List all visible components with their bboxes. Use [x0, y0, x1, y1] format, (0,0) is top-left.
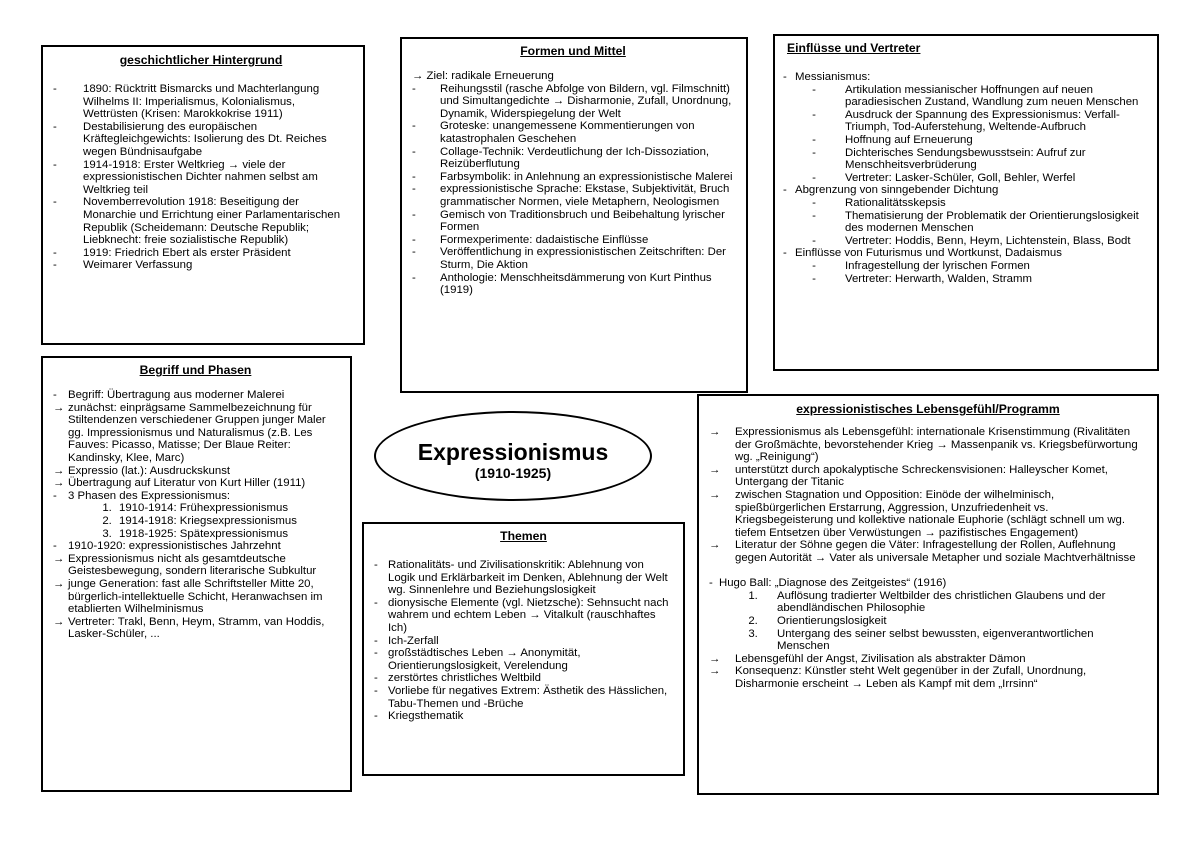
list-item: - Destabilisierung des europäischen Kräftegleichgewichts: Isolierung des Dt. Reiches wegen Bündnisaufgabe — [53, 120, 327, 158]
list-item: → unterstützt durch apokalyptische Schreckensvisionen: Halleyscher Komet, Untergang der Titanic — [709, 463, 1108, 489]
diagnose-item: 3. Untergang des seiner selbst bewussten, eigenverantwortlichen Menschen — [761, 628, 1147, 653]
group-label: - Messianismus: — [783, 71, 871, 83]
phase-item: 3. 1918-1925: Spätexpressionismus — [115, 528, 338, 541]
list-item: - Ich-Zerfall — [374, 634, 439, 647]
list-item: - Begriff: Übertragung aus moderner Malerei — [53, 389, 285, 401]
list-item: - Vorliebe für negatives Extrem: Ästhetik des Hässlichen, Tabu-Themen und -Brüche — [374, 684, 668, 710]
list-item: - Groteske: unangemessene Kommentierungen von katastrophalen Geschehen — [412, 120, 695, 145]
group-label: - Einflüsse von Futurismus und Wortkunst, Dadaismus — [783, 247, 1062, 260]
list-item: → Vertreter: Trakl, Benn, Heym, Stramm, van Hoddis, Lasker-Schüler, ... — [53, 615, 325, 641]
list-item: - Rationalitäts- und Zivilisationskritik: Ablehnung von Logik und Erklärbarkeit im Denken, Ablehnung der Welt wg. Sinnenlehre und Beziehungslosigkeit — [374, 559, 668, 597]
diagnose-item: 2. Orientierungslosigkeit — [761, 615, 1147, 628]
list-item: - 3 Phasen des Expressionismus: — [53, 489, 231, 502]
list-item: - Thematisierung der Problematik der Orientierungslosigkeit des modernen Menschen — [812, 209, 1139, 235]
list-item: - Gemisch von Traditionsbruch und Beibehaltung lyrischer Formen — [412, 208, 725, 234]
list-item: - großstädtisches Leben → Anonymität, Orientierungslosigkeit, Verelendung — [374, 647, 581, 672]
main-dates: (1910-1925) — [474, 465, 552, 481]
list-item: → Expressionismus als Lebensgefühl: internationale Krisenstimmung (Rivalitäten der Großmächte, bevorstehender Krieg → Massenpanik vs. Kriegsbefürwortung wg. „Reinigung“) — [709, 426, 1138, 464]
list-item: - 1910-1920: expressionistisches Jahrzehnt — [53, 540, 281, 553]
box-formen-und-mittel — [400, 37, 748, 393]
list-item: - Rationalitätsskepsis — [812, 196, 946, 209]
list-item: → Literatur der Söhne gegen die Väter: Infragestellung der Rollen, Auflehnung gegen Autorität → Vater als universale Metapher und soziale Machtverhältnisse — [709, 539, 1136, 564]
box-begriff-und-phasen — [41, 356, 352, 792]
list-item: - Reihungsstil (rasche Abfolge von Bildern, vgl. Filmschnitt) und Simultangedichte → Disharmonie, Zufall, Unordnung, Dynamik, Widerspiegelung der Welt — [412, 82, 732, 120]
list-item: - Infragestellung der lyrischen Formen — [812, 259, 1030, 272]
list-intro: → Ziel: radikale Erneuerung — [412, 70, 554, 82]
box-geschichtlicher-hintergrund — [41, 45, 365, 345]
list-item: - Vertreter: Hoddis, Benn, Heym, Lichtenstein, Blass, Bodt — [812, 234, 1131, 247]
diagnose-item: 1. Auflösung tradierter Weltbilder des christlichen Glaubens und der abendländischen Philosophie — [761, 590, 1147, 615]
list-item: - Anthologie: Menschheitsdämmerung von Kurt Pinthus (1919) — [412, 271, 712, 297]
list-item: - Vertreter: Herwarth, Walden, Stramm — [812, 272, 1032, 285]
phase-item: 1. 1910-1914: Frühexpressionismus — [115, 502, 338, 515]
list-item: - Dichterisches Sendungsbewusstsein: Aufruf zur Menschheitsverbrüderung — [812, 146, 1086, 172]
main-title: Expressionismus — [417, 439, 609, 465]
box-title: Themen — [500, 529, 547, 543]
list-item: → zunächst: einprägsame Sammelbezeichnung für Stiltendenzen verschiedener Gruppen junger Maler gg. Impressionismus und Naturalismus (z.B. Les Fauves: Picasso, Matisse; Der Blaue Reiter: Kandinsky, Klee, Marc) — [53, 401, 326, 464]
list-item: - Kriegsthematik — [374, 710, 464, 723]
list-item: - Vertreter: Lasker-Schüler, Goll, Behler, Werfel — [812, 171, 1076, 184]
list-item: - Farbsymbolik: in Anlehnung an expressionistische Malerei — [412, 170, 733, 183]
list-item: - Artikulation messianischer Hoffnungen auf neuen paradiesischen Zustand, Wandlung zum neuen Menschen — [812, 83, 1139, 109]
box-einfluesse-und-vertreter — [773, 34, 1159, 371]
box-themen — [362, 522, 685, 776]
ball-diagnose-list — [709, 590, 1147, 653]
list-item: - Hugo Ball: „Diagnose des Zeitgeistes“ (1916) — [709, 577, 947, 590]
list-item: - Formexperimente: dadaistische Einflüsse — [412, 233, 649, 246]
phase-item: 2. 1914-1918: Kriegsexpressionismus — [115, 515, 338, 528]
phases-list — [53, 502, 338, 540]
box-title: expressionistisches Lebensgefühl/Programm — [796, 402, 1060, 416]
list-item: - 1914-1918: Erster Weltkrieg → viele der expressionistischen Dichter nahmen selbst am Weltkrieg teil — [53, 158, 318, 196]
list-item: - 1919: Friedrich Ebert als erster Präsident — [53, 246, 291, 259]
box-title: geschichtlicher Hintergrund — [119, 53, 283, 67]
list-item: → zwischen Stagnation und Opposition: Einöde der wilhelminisch, spießbürgerlichen Erstarrung, Aggression, Unzufriedenheit vs. Kriegsbegeisterung und kollektive nationale Euphorie (schlägt schnell um wg. tiefem Entsetzen über Verwüstungen → pazifistisches Engagement) — [709, 488, 1126, 539]
list-item: - Novemberrevolution 1918: Beseitigung der Monarchie und Errichtung einer Parlamentarischen Republik (Scheidemann: Deutsche Republik; Liebknecht: freie sozialistische Republik) — [53, 196, 341, 247]
list-item: - dionysische Elemente (vgl. Nietzsche): Sehnsucht nach wahrem und echtem Leben → Vitalkult (rauschhaftes Ich) — [374, 596, 669, 634]
list-item: → Expressionismus nicht als gesamtdeutsche Geistesbewegung, sondern literarische Subkultur — [53, 552, 317, 578]
list-item: - zerstörtes christliches Weltbild — [374, 672, 541, 685]
list-item: - Hoffnung auf Erneuerung — [812, 133, 973, 146]
central-topic-ellipse — [374, 411, 652, 501]
list-item: - expressionistische Sprache: Ekstase, Subjektivität, Bruch grammatischer Normen, viele Metaphern, Neologismen — [412, 183, 730, 208]
box-title: Formen und Mittel — [520, 44, 626, 58]
box-title: Begriff und Phasen — [139, 363, 252, 377]
list-item: → Lebensgefühl der Angst, Zivilisation als abstrakter Dämon — [709, 652, 1026, 665]
group-label: - Abgrenzung von sinngebender Dichtung — [783, 184, 999, 197]
list-item: - 1890: Rücktritt Bismarcks und Machterlangung Wilhelms II: Imperialismus, Kolonialismus, Wettrüsten (Krisen: Marokkokrise 1911) — [53, 83, 320, 121]
list-item: → Expressio (lat.): Ausdruckskunst — [53, 464, 231, 477]
list-item: → Konsequenz: Künstler steht Welt gegenüber in der Zufall, Unordnung, Disharmonie erscheint → Leben als Kampf mit dem „Irrsinn“ — [709, 665, 1087, 690]
list-item: - Weimarer Verfassung — [53, 259, 193, 272]
list-item: → junge Generation: fast alle Schriftsteller Mitte 20, bürgerlich-intellektuelle Schicht, Heranwachsen im etablierten Wilhelminismus — [53, 577, 323, 616]
box-title: Einflüsse und Vertreter — [787, 41, 921, 55]
box-lebensgefuehl-programm — [697, 394, 1159, 795]
list-item: - Ausdruck der Spannung des Expressionismus: Verfall-Triumph, Tod-Auferstehung, Weltende-Aufbruch — [812, 108, 1120, 134]
list-item: - Collage-Technik: Verdeutlichung der Ich-Dissoziation, Reizüberflutung — [412, 145, 710, 171]
list-item: - Veröffentlichung in expressionistischen Zeitschriften: Der Sturm, Die Aktion — [412, 246, 726, 271]
list-item: → Übertragung auf Literatur von Kurt Hiller (1911) — [53, 477, 306, 490]
